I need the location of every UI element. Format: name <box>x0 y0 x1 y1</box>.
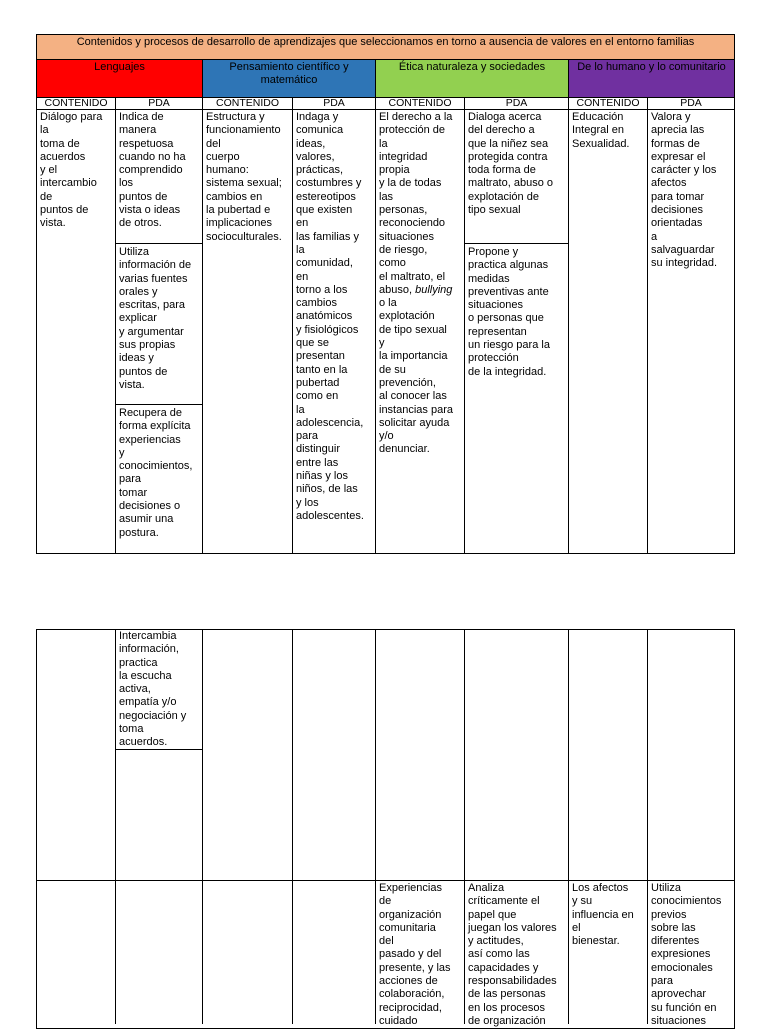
area-humano: De lo humano y lo comunitario <box>569 60 734 97</box>
etica-pda-cell: Propone y practica algunas medidas preventivas ante situaciones o personas que representan un riesgo para la protección de la integridad. <box>468 246 550 378</box>
area-pensamiento: Pensamiento científico y matemático <box>203 60 375 97</box>
lenguajes-pda-cell: Indica de manera respetuosa cuando no ha comprendido los puntos de vista o ideas de otros. <box>119 111 186 230</box>
cell-divider <box>115 243 203 244</box>
lenguajes-contenido-cell: Diálogo para la toma de acuerdos y el intercambio de puntos de vista. <box>40 111 103 230</box>
lenguajes-pda-cell: Intercambia información, practica la escucha activa, empatía y/o negociación y toma acuerdos. <box>119 630 187 749</box>
table-title: Contenidos y procesos de desarrollo de aprendizajes que seleccionamos en torno a ausencia de valores en el entorno familias <box>37 35 734 60</box>
etica-contenido-cell: Experiencias de organización comunitaria del pasado y del presente, y las acciones de colaboración, reciprocidad, cuidado <box>379 882 451 1027</box>
col-header-pda: PDA <box>148 97 170 109</box>
cell-divider <box>464 243 569 244</box>
etica-pda-cell: Analiza críticamente el papel que juegan los valores y actitudes, así como las capacidades y responsabilidades de las personas en los procesos de organización <box>468 882 557 1027</box>
pensamiento-pda-cell: Indaga y comunica ideas, valores, prácticas, costumbres y estereotipos que existen en las familias y la comunidad, en torno a los cambios anatómicos y fisiológicos que se presentan tanto en la pubertad como en la adolescencia, para distinguir entre las niñas y los niños, de las y los adolescentes. <box>296 111 364 522</box>
etica-contenido-cell <box>376 110 464 458</box>
etica-contenido-text: El derecho a la protección de la integridad propia y la de todas las personas, reconociendo situaciones de riesgo, como el maltrato, el abuso, <box>379 111 453 296</box>
area-etica: Ética naturaleza y sociedades <box>376 60 568 97</box>
lenguajes-pda-cell: Recupera de forma explícita experiencias y conocimientos, para tomar decisiones o asumir una postura. <box>119 407 193 539</box>
col-header-pda: PDA <box>323 97 345 109</box>
cell-divider <box>115 404 203 405</box>
col-header-contenido: CONTENIDO <box>44 97 108 109</box>
col-header-pda: PDA <box>680 97 702 109</box>
col-header-contenido: CONTENIDO <box>216 97 279 109</box>
col-header-pda: PDA <box>505 97 528 109</box>
col-divider <box>292 629 293 1024</box>
etica-contenido-italic: bullying <box>415 283 453 296</box>
col-divider <box>568 629 569 1024</box>
etica-contenido-text-cont: o la explotación de tipo sexual y la importancia de su prevención, al conocer las instancias para solicitar ayuda y/o denunciar. <box>379 297 453 456</box>
col-header-contenido: CONTENIDO <box>576 97 640 109</box>
area-lenguajes: Lenguajes <box>37 60 202 97</box>
humano-contenido-cell: Educación Integral en Sexualidad. <box>572 111 630 150</box>
col-divider <box>202 629 203 1024</box>
lenguajes-pda-cell: Utiliza información de varias fuentes orales y escritas, para explicar y argumentar sus propias ideas y puntos de vista. <box>119 246 192 391</box>
humano-pda-cell: Utiliza conocimientos previos sobre las diferentes expresiones emocionales para aprovechar su función en situaciones <box>651 882 722 1027</box>
humano-pda-cell: Valora y aprecia las formas de expresar el carácter y los afectos para tomar decisiones orientadas a salvaguardar su integridad. <box>651 111 718 270</box>
pensamiento-contenido-cell: Estructura y funcionamiento del cuerpo humano: sistema sexual; cambios en la pubertad e implicaciones socioculturales. <box>206 111 282 243</box>
humano-contenido-cell: Los afectos y su influencia en el bienestar. <box>572 882 634 948</box>
etica-pda-cell: Dialoga acerca del derecho a que la niñez sea protegida contra toda forma de maltrato, abuso o explotación de tipo sexual <box>468 111 553 217</box>
col-header-contenido: CONTENIDO <box>388 97 452 109</box>
